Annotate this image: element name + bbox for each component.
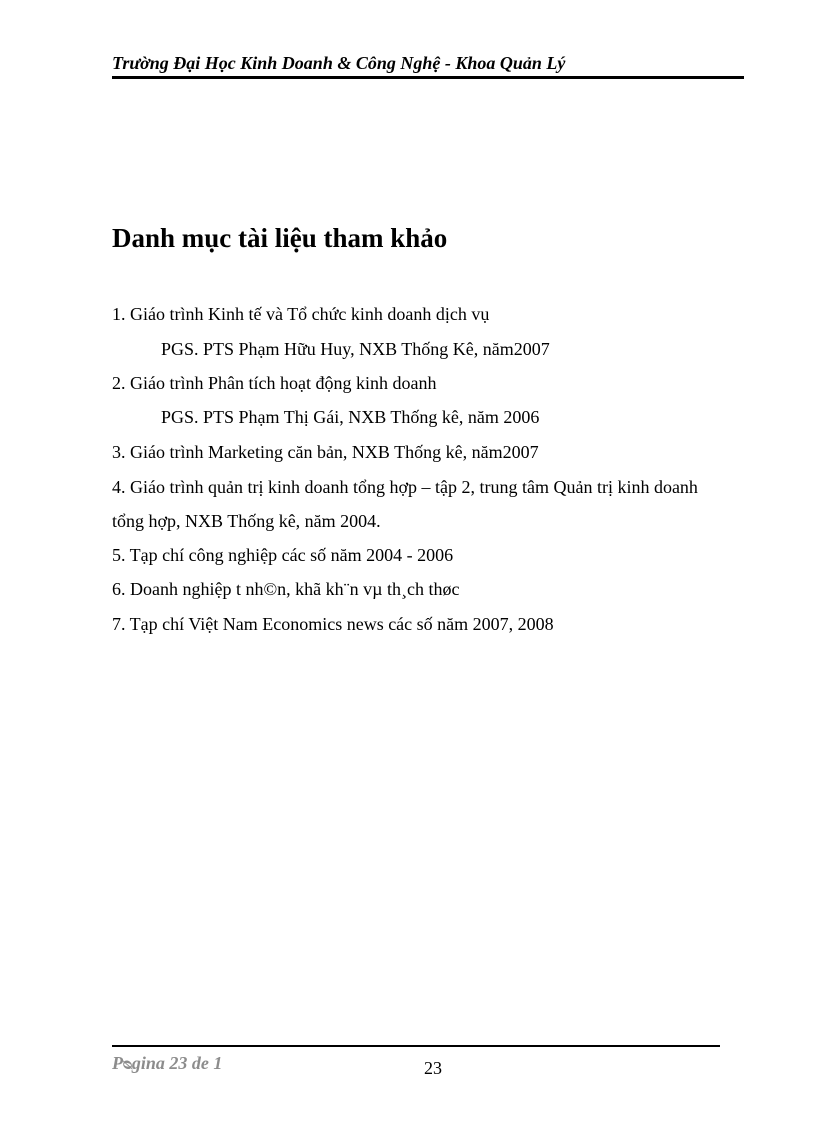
reference-5: 5. Tạp chí công nghiệp các số năm 2004 - 2006: [112, 545, 454, 565]
footer-rule: [112, 1045, 720, 1047]
footer-page-label: Pᴓgina 23 de 1: [112, 1053, 223, 1073]
reference-4-continued: tổng hợp, NXB Thống kê, năm 2004.: [112, 511, 381, 531]
reference-3: 3. Giáo trình Marketing căn bản, NXB Thống kê, năm2007: [112, 442, 539, 462]
reference-1-author: PGS. PTS Phạm Hữu Huy, NXB Thống Kê, năm2007: [161, 339, 550, 359]
footer-page-number: 23: [424, 1058, 442, 1078]
page-header: Trường Đại Học Kinh Doanh & Công Nghệ - Khoa Quản Lý: [112, 53, 566, 73]
reference-4: 4. Giáo trình quản trị kinh doanh tổng hợp – tập 2, trung tâm Quản trị kinh doanh: [112, 477, 698, 497]
reference-2-author: PGS. PTS Phạm Thị Gái, NXB Thống kê, năm 2006: [161, 407, 540, 427]
section-title: Danh mục tài liệu tham khảo: [112, 223, 448, 253]
reference-7: 7. Tạp chí Việt Nam Economics news các số năm 2007, 2008: [112, 614, 554, 634]
reference-6: 6. Doanh nghiệp t nh©n, khã kh¨n vµ th¸ch thøc: [112, 579, 460, 599]
reference-2: 2. Giáo trình Phân tích hoạt động kinh doanh: [112, 373, 437, 393]
header-rule: [112, 76, 744, 79]
reference-1: 1. Giáo trình Kinh tế và Tổ chức kinh doanh dịch vụ: [112, 304, 490, 324]
